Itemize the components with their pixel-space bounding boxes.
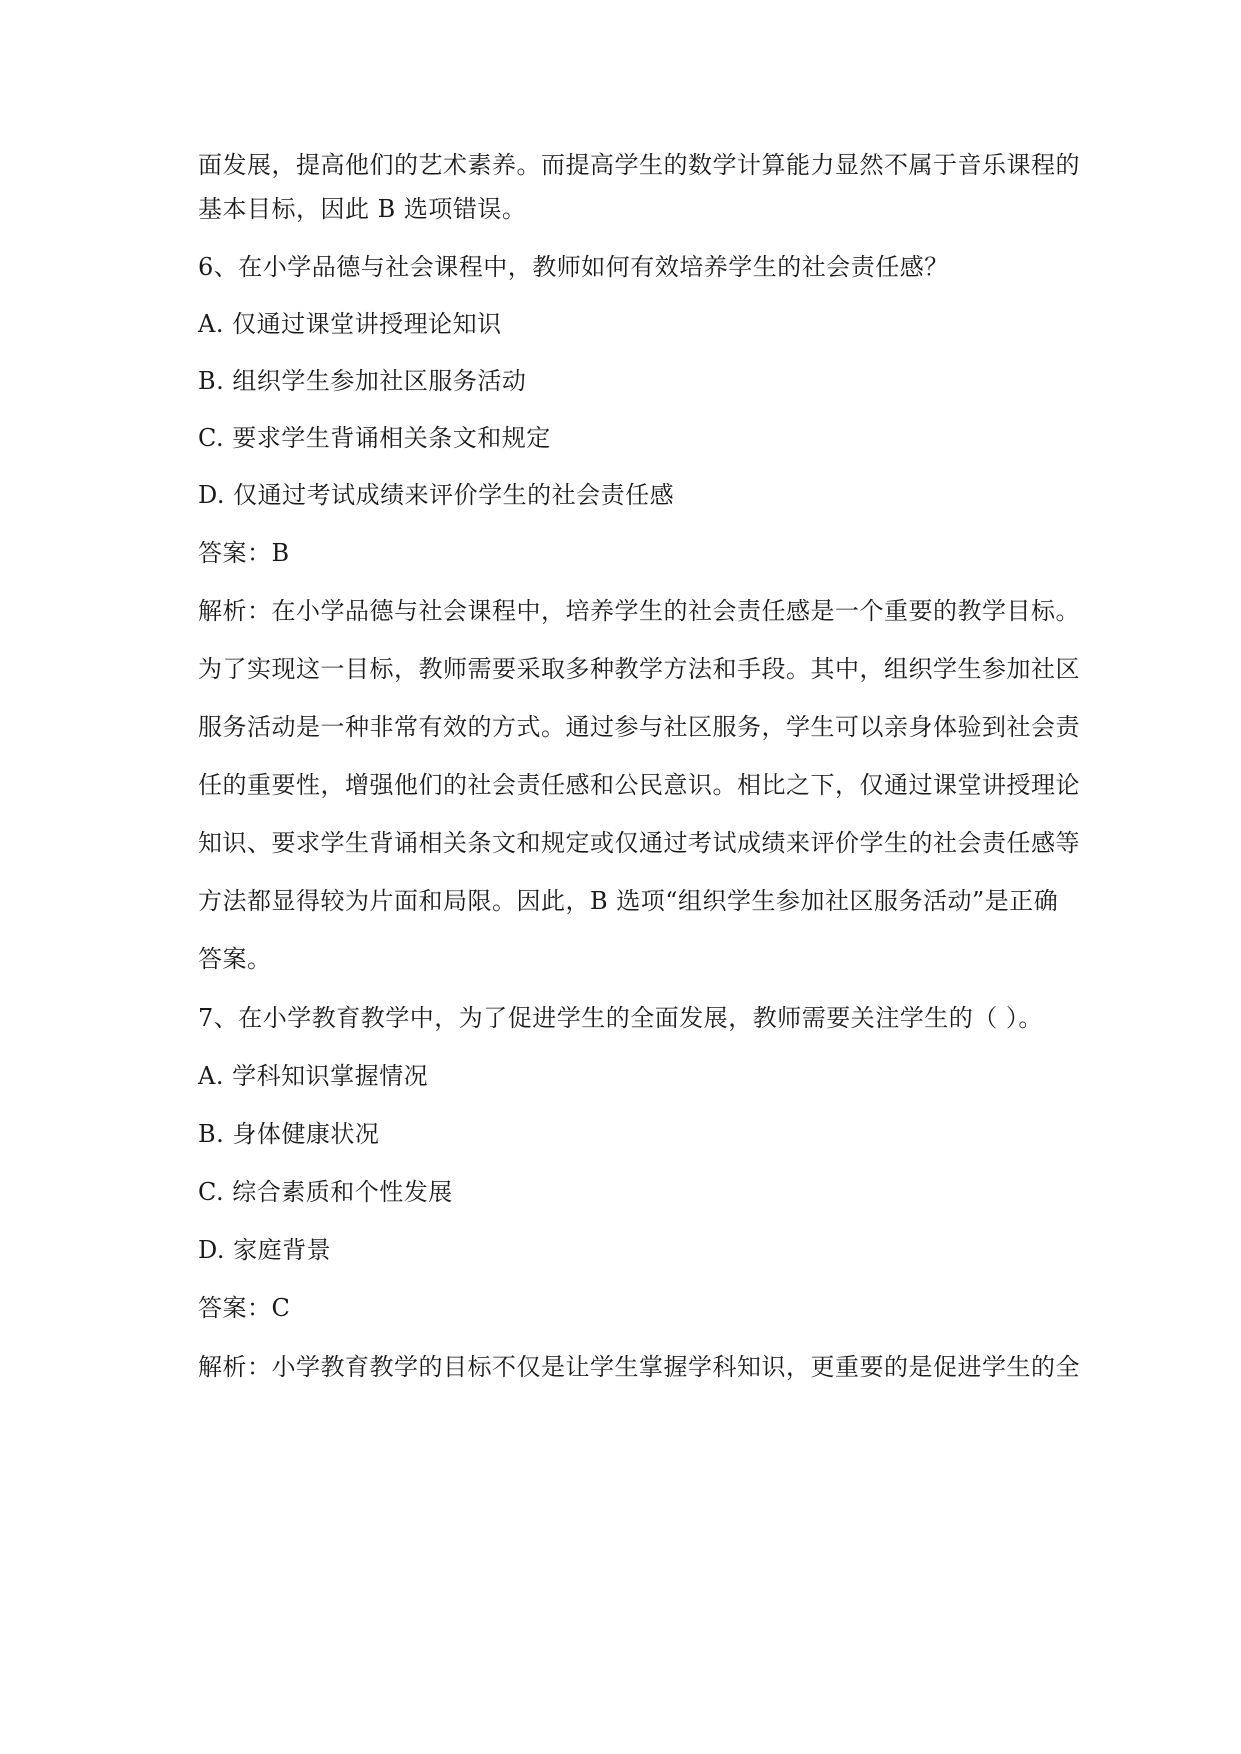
question-6-analysis-line: 答案。 <box>198 945 272 973</box>
question-6-option-a: A. 仅通过课堂讲授理论知识 <box>198 310 502 338</box>
question-6-answer: 答案：B <box>198 539 290 567</box>
question-6-analysis-line: 解析：在小学品德与社会课程中，培养学生的社会责任感是一个重要的教学目标。 <box>198 597 1080 625</box>
question-7-analysis-line: 解析：小学教育教学的目标不仅是让学生掌握学科知识，更重要的是促进学生的全 <box>198 1353 1080 1381</box>
question-7-option-d: D. 家庭背景 <box>198 1236 332 1264</box>
question-6-analysis-line: 服务活动是一种非常有效的方式。通过参与社区服务，学生可以亲身体验到社会责 <box>198 713 1080 741</box>
question-7-stem: 7、在小学教育教学中，为了促进学生的全面发展，教师需要关注学生的（ ）。 <box>198 1004 1043 1032</box>
question-6-analysis-line: 为了实现这一目标，教师需要采取多种教学方法和手段。其中，组织学生参加社区 <box>198 655 1080 683</box>
question-6-analysis-line: 方法都显得较为片面和局限。因此，B 选项“组织学生参加社区服务活动”是正确 <box>198 887 1059 915</box>
question-7-option-a: A. 学科知识掌握情况 <box>198 1062 429 1090</box>
question-6-stem: 6、在小学品德与社会课程中，教师如何有效培养学生的社会责任感？ <box>198 253 949 281</box>
question-6-option-c: C. 要求学生背诵相关条文和规定 <box>198 424 551 452</box>
question-6-option-d: D. 仅通过考试成绩来评价学生的社会责任感 <box>198 481 675 509</box>
question-7-option-b: B. 身体健康状况 <box>198 1120 380 1148</box>
question-6-option-b: B. 组织学生参加社区服务活动 <box>198 367 527 395</box>
analysis-text: 基本目标，因此 B 选项错误。 <box>198 195 527 223</box>
analysis-text: 面发展，提高他们的艺术素养。而提高学生的数学计算能力显然不属于音乐课程的 <box>198 151 1080 179</box>
question-7-option-c: C. 综合素质和个性发展 <box>198 1178 453 1206</box>
question-6-analysis-line: 知识、要求学生背诵相关条文和规定或仅通过考试成绩来评价学生的社会责任感等 <box>198 829 1080 857</box>
question-7-answer: 答案：C <box>198 1294 291 1322</box>
question-6-analysis-line: 任的重要性，增强他们的社会责任感和公民意识。相比之下，仅通过课堂讲授理论 <box>198 771 1080 799</box>
